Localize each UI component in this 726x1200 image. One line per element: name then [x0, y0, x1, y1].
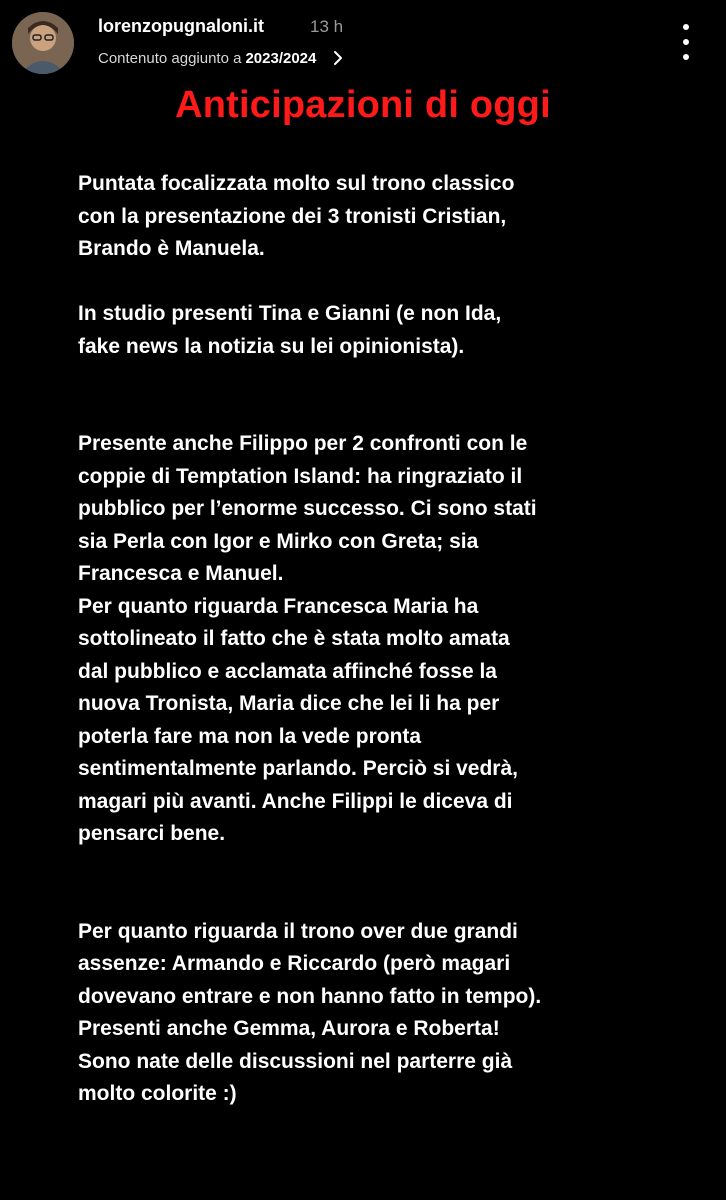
story-body-text: [78, 168, 678, 1111]
added-to-label: Contenuto aggiunto a: [98, 49, 242, 67]
avatar[interactable]: [12, 12, 74, 74]
body-line: dovevano entrare e non hanno fatto in tempo).: [78, 984, 542, 1008]
paragraph-gap: [78, 396, 678, 429]
body-line: fake news la notizia su lei opinionista).: [78, 334, 465, 358]
more-options-icon[interactable]: [676, 24, 696, 60]
body-line: Sono nate delle discussioni nel parterre già: [78, 1049, 513, 1073]
body-line: Francesca e Manuel.: [78, 562, 284, 585]
body-line: sia Perla con Igor e Mirko con Greta; sia: [78, 529, 479, 553]
body-line: molto colorite :): [78, 1082, 237, 1105]
paragraph-gap: [78, 363, 678, 396]
body-line: magari più avanti. Anche Filippi le diceva di: [78, 789, 513, 813]
story-headline: Anticipazioni di oggi: [175, 84, 551, 126]
paragraph-gap: [78, 851, 678, 884]
body-line: In studio presenti Tina e Gianni (e non Ida,: [78, 302, 502, 325]
body-line: poterla fare ma non la vede pronta: [78, 724, 422, 748]
story-header: [0, 0, 726, 90]
paragraph-gap: [78, 883, 678, 916]
paragraph-gap: [78, 266, 678, 299]
story-time: 13 h: [310, 17, 344, 36]
body-line: Presenti anche Gemma, Aurora e Roberta!: [78, 1017, 500, 1040]
body-line: Puntata focalizzata molto sul trono classico: [78, 172, 515, 195]
chevron-right-icon: [330, 49, 346, 67]
body-line: coppie di Temptation Island: ha ringraziato il: [78, 464, 523, 488]
body-line: con la presentazione dei 3 tronisti Cristian,: [78, 204, 507, 228]
body-line: assenze: Armando e Riccardo (però magari: [78, 952, 511, 975]
username[interactable]: lorenzopugnaloni.it: [98, 16, 264, 36]
body-line: sentimentalmente parlando. Perciò si vedrà,: [78, 757, 518, 780]
collection-link[interactable]: [98, 49, 346, 67]
body-line: sottolineato il fatto che è stata molto amata: [78, 627, 510, 650]
body-line: pensarci bene.: [78, 822, 226, 845]
body-line: pubblico per l’enorme successo. Ci sono stati: [78, 497, 537, 520]
body-line: dal pubblico e acclamata affinché fosse la: [78, 659, 497, 683]
collection-name: 2023/2024: [245, 49, 317, 67]
body-line: nuova Tronista, Maria dice che lei li ha per: [78, 692, 500, 715]
body-line: Brando è Manuela.: [78, 237, 265, 260]
body-line: Per quanto riguarda Francesca Maria ha: [78, 594, 479, 618]
body-line: Presente anche Filippo per 2 confronti con le: [78, 432, 528, 455]
body-line: Per quanto riguarda il trono over due grandi: [78, 919, 518, 943]
